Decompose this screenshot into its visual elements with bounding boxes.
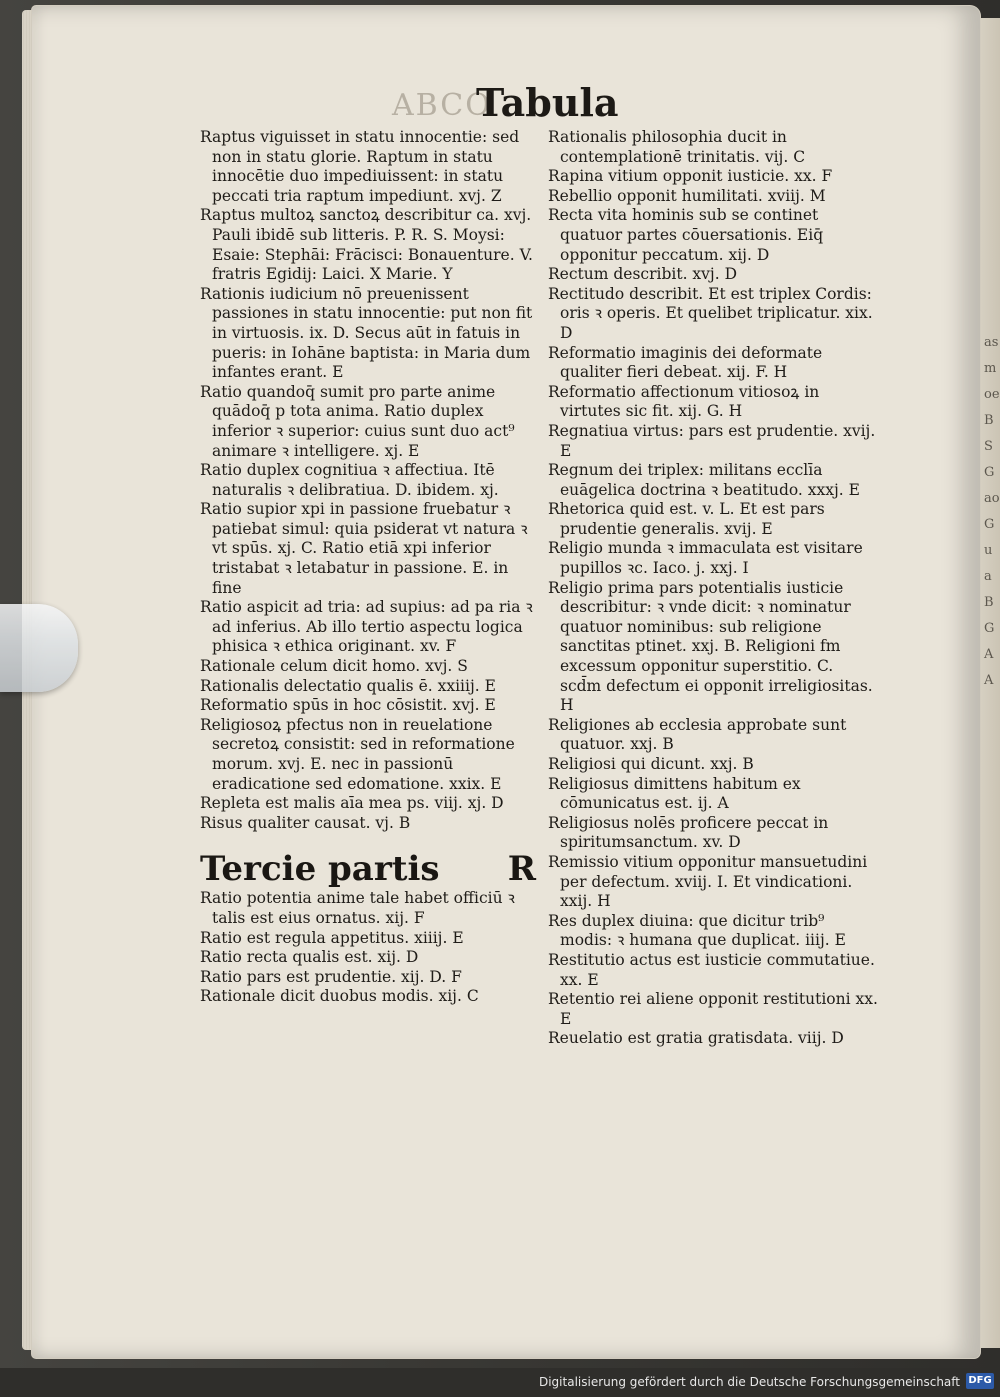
index-entry: Raptus viguisset in statu innocentie: sed non in statu glorie. Raptum in statu innocētie duo impediuissent: in statu peccati tria raptum impediunt. xvj. Z [200, 128, 520, 205]
index-entry: Rebellio opponit humilitati. xviij. M [548, 186, 826, 205]
index-entry: Regnatiua virtus: pars est prudentie. xvij. E [548, 421, 876, 460]
index-entry: Retentio rei aliene opponit restitutioni xx. E [548, 990, 878, 1028]
right-entry-list [548, 128, 878, 1049]
index-entry: Ratio recta qualis est. xij. D [200, 948, 419, 967]
section-title: Tercie partis [200, 849, 440, 890]
index-entry: Rectitudo describit. Et est triplex Cordis: oris ꝛ operis. Et quelibet triplicatur. xix. D [548, 284, 873, 342]
index-entry: Recta vita hominis sub se continet quatuor partes cōuersationis. Eiq̄ opponitur peccatum. xij. D [548, 206, 824, 264]
index-entry: Regnum dei triplex: militans ecclīa euāgelica doctrina ꝛ beatitudo. xxxj. E [548, 461, 860, 499]
index-entry: Religiosoꝝ pfectus non in reuelatione secretoꝝ consistit: sed in reformatione morum. xvj. E. nec in passionū eradicatione sed edomatione. xxix. E [200, 715, 515, 793]
index-entry: Ratio est regula appetitus. xiiij. E [200, 928, 464, 947]
index-entry: Raptus multoꝝ sanctoꝝ describitur ca. xvj. Pauli ibidē sub litteris. P. R. S. Moysi: Esaie: Stephāi: Frācisci: Bonauenture. V. fratris Egidij: Laici. X Marie. Y [200, 206, 533, 284]
index-entry: Religiosus dimittens habitum ex cōmunicatus est. ij. A [548, 774, 801, 813]
dfg-logo: DFG [966, 1373, 994, 1389]
footer-credit: Digitalisierung gefördert durch die Deutsche Forschungsgemeinschaft [538, 1375, 960, 1389]
index-entry: Rationis iudicium nō preuenissent passiones in statu innocentie: put non fit in virtuosis. ix. D. Secus aūt in fatuis in pueris: in Iohāne baptista: in Maria dum infantes erant. E [200, 284, 533, 382]
index-entry: Remissio vitium opponitur mansuetudini per defectum. xviij. I. Et vindicationi. xxij. H [548, 852, 868, 911]
index-entry: Ratio quandoq̄ sumit pro parte anime quādoq̄ p tota anima. Ratio duplex inferior ꝛ superior: cuius sunt duo act⁹ animare ꝛ intelligere. xj. E [200, 382, 515, 460]
index-entry: Risus qualiter causat. vj. B [200, 813, 411, 832]
right-column [548, 128, 878, 1049]
section-entry-list [200, 889, 540, 1007]
index-entry: Religiosi qui dicunt. xxj. B [548, 755, 754, 773]
section-heading [200, 849, 540, 889]
index-entry: Rapina vitium opponit iusticie. xx. F [548, 167, 833, 186]
section-letter: R [507, 849, 536, 890]
index-entry: Reformatio spūs in hoc cōsistit. xvj. E [200, 696, 496, 715]
left-entry-list [200, 128, 540, 833]
index-entry: Res duplex diuina: que dicitur trib⁹ modis: ꝛ humana que duplicat. iiij. E [548, 911, 846, 950]
index-entry: Ratio pars est prudentie. xij. D. F [200, 967, 462, 986]
bookmark-clip [0, 604, 78, 692]
index-entry: Religio munda ꝛ immaculata est visitare pupillos ꝛc. Iaco. j. xxj. I [548, 539, 863, 578]
index-entry: Rationale dicit duobus modis. xij. C [200, 987, 479, 1006]
bleed-through-text: ABCO [392, 88, 492, 123]
index-entry: Rationale celum dicit homo. xvj. S [200, 657, 468, 676]
index-entry: Ratio supior xpi in passione fruebatur ꝛ patiebat simul: quia psiderat vt natura ꝛ vt spūs. xj. C. Ratio etiā xpi inferior tristabat ꝛ letabatur in passione. E. in fine [200, 500, 528, 597]
next-page-text-fragments: asmoeBSGaoGuaBGAA [984, 335, 1000, 688]
index-entry: Ratio potentia anime tale habet officiū ꝛ talis est eius ornatus. xij. F [200, 889, 515, 927]
index-entry: Religiosus nolēs proficere peccat in spiritumsanctum. xv. D [548, 813, 829, 852]
index-entry: Rectum describit. xvj. D [548, 265, 738, 284]
index-entry: Ratio aspicit ad tria: ad supius: ad pa ria ꝛ ad inferius. Ab illo tertio aspectu logica phisica ꝛ ethica originant. xv. F [200, 598, 533, 656]
index-entry: Restitutio actus est iusticie commutatiue. xx. E [548, 950, 875, 989]
index-entry: Rationalis delectatio qualis ē. xxiiij. E [200, 676, 496, 695]
index-entry: Repleta est malis aīa mea ps. viij. xj. D [200, 794, 504, 813]
index-entry: Rhetorica quid est. v. L. Et est pars prudentie generalis. xvij. E [548, 500, 825, 538]
left-column [200, 128, 540, 1007]
index-entry: Reuelatio est gratia gratisdata. viij. D [548, 1029, 844, 1048]
index-entry: Reformatio imaginis dei deformate qualiter fieri debeat. xij. F. H [548, 343, 823, 382]
index-entry: Rationalis philosophia ducit in contemplationē trinitatis. vij. C [548, 128, 806, 166]
index-entry: Religio prima pars potentialis iusticie describitur: ꝛ vnde dicit: ꝛ nominatur quatuor nominibus: sub religione sanctitas ptinet. xxj. B. Religioni fm excessum opponitur superstitio. C. scd̄m defectum ei opponit irreligiositas. H [548, 578, 873, 715]
index-entry: Religiones ab ecclesia approbate sunt quatuor. xxj. B [548, 715, 847, 754]
index-entry: Reformatio affectionum vitiosoꝝ in virtutes sic fit. xij. G. H [548, 382, 820, 421]
index-entry: Ratio duplex cognitiua ꝛ affectiua. Itē naturalis ꝛ delibratiua. D. ibidem. xj. [200, 461, 499, 499]
page-header: Tabula [476, 80, 619, 125]
